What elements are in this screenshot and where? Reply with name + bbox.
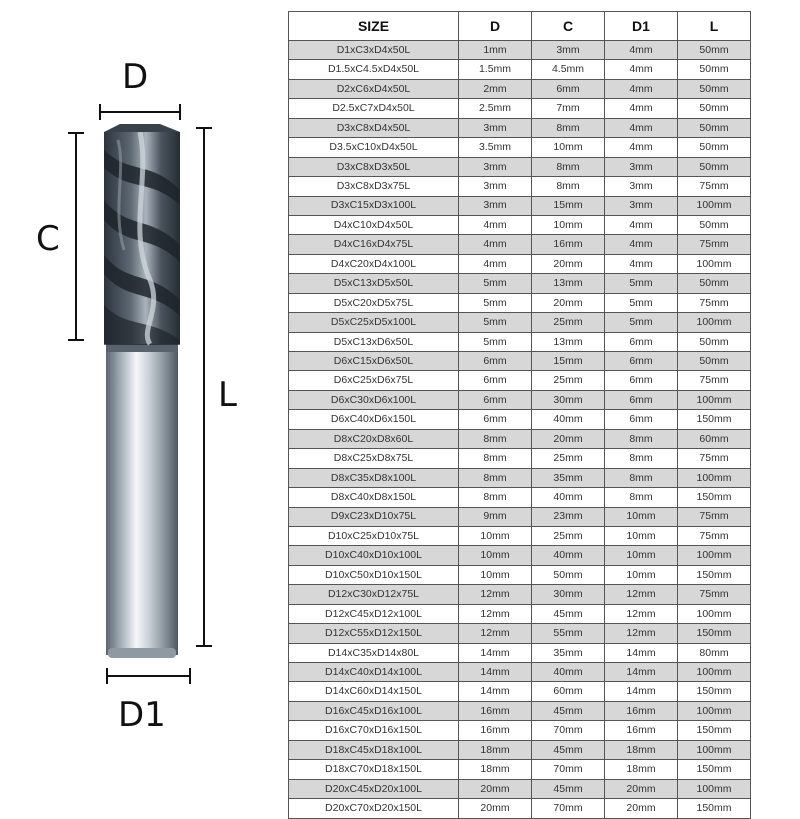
cell-c: 45mm: [532, 779, 605, 798]
table-row: [289, 585, 751, 604]
cell-d1: 5mm: [605, 313, 678, 332]
table-body: [289, 41, 751, 819]
cell-d: 5mm: [459, 293, 532, 312]
cell-size: D18xC70xD18x150L: [289, 760, 459, 779]
cell-l: 75mm: [678, 177, 751, 196]
table-row: [289, 468, 751, 487]
cell-l: 150mm: [678, 624, 751, 643]
table-row: [289, 332, 751, 351]
table-header-row: [289, 12, 751, 41]
tool-flutes: [104, 132, 180, 345]
end-mill-diagram: [0, 0, 280, 800]
table-row: [289, 604, 751, 623]
table-row: [289, 390, 751, 409]
cell-c: 25mm: [532, 371, 605, 390]
cell-d: 3mm: [459, 118, 532, 137]
cell-size: D14xC40xD14x100L: [289, 663, 459, 682]
cell-l: 100mm: [678, 546, 751, 565]
cell-d1: 8mm: [605, 429, 678, 448]
cell-c: 35mm: [532, 643, 605, 662]
table-row: [289, 760, 751, 779]
cell-d: 2.5mm: [459, 99, 532, 118]
cell-d1: 16mm: [605, 701, 678, 720]
cell-l: 75mm: [678, 526, 751, 545]
table-row: [289, 118, 751, 137]
table-row: [289, 352, 751, 371]
cell-size: D5xC13xD5x50L: [289, 274, 459, 293]
cell-c: 3mm: [532, 41, 605, 60]
cell-d: 12mm: [459, 624, 532, 643]
cell-d: 8mm: [459, 468, 532, 487]
cell-size: D20xC45xD20x100L: [289, 779, 459, 798]
cell-l: 75mm: [678, 507, 751, 526]
cell-c: 45mm: [532, 604, 605, 623]
cell-size: D16xC45xD16x100L: [289, 701, 459, 720]
label-l: L: [218, 375, 237, 415]
tool-shank: [106, 345, 178, 658]
cell-c: 50mm: [532, 565, 605, 584]
cell-d: 5mm: [459, 332, 532, 351]
cell-c: 70mm: [532, 799, 605, 818]
table-row: [289, 779, 751, 798]
cell-d1: 4mm: [605, 99, 678, 118]
cell-d1: 4mm: [605, 60, 678, 79]
cell-d: 14mm: [459, 663, 532, 682]
cell-size: D6xC30xD6x100L: [289, 390, 459, 409]
cell-c: 25mm: [532, 449, 605, 468]
cell-l: 50mm: [678, 215, 751, 234]
table-row: [289, 488, 751, 507]
cell-d1: 3mm: [605, 196, 678, 215]
cell-size: D3.5xC10xD4x50L: [289, 138, 459, 157]
label-c: C: [36, 219, 60, 259]
cell-c: 40mm: [532, 488, 605, 507]
cell-d1: 4mm: [605, 254, 678, 273]
spec-table: [288, 11, 751, 819]
cell-l: 150mm: [678, 721, 751, 740]
table-row: [289, 526, 751, 545]
table-row: [289, 235, 751, 254]
cell-c: 45mm: [532, 740, 605, 759]
cell-size: D1xC3xD4x50L: [289, 41, 459, 60]
cell-d1: 12mm: [605, 624, 678, 643]
cell-d1: 6mm: [605, 410, 678, 429]
cell-size: D14xC35xD14x80L: [289, 643, 459, 662]
cell-c: 25mm: [532, 526, 605, 545]
table-row: [289, 215, 751, 234]
cell-d1: 5mm: [605, 293, 678, 312]
cell-size: D10xC50xD10x150L: [289, 565, 459, 584]
cell-size: D12xC55xD12x150L: [289, 624, 459, 643]
cell-l: 50mm: [678, 60, 751, 79]
table-row: [289, 449, 751, 468]
cell-size: D5xC25xD5x100L: [289, 313, 459, 332]
cell-c: 20mm: [532, 293, 605, 312]
table-row: [289, 740, 751, 759]
cell-l: 75mm: [678, 235, 751, 254]
cell-size: D9xC23xD10x75L: [289, 507, 459, 526]
cell-l: 50mm: [678, 99, 751, 118]
cell-l: 75mm: [678, 449, 751, 468]
cell-d1: 8mm: [605, 468, 678, 487]
cell-c: 8mm: [532, 157, 605, 176]
cell-size: D6xC25xD6x75L: [289, 371, 459, 390]
cell-size: D4xC20xD4x100L: [289, 254, 459, 273]
cell-size: D16xC70xD16x150L: [289, 721, 459, 740]
cell-d1: 20mm: [605, 779, 678, 798]
cell-l: 150mm: [678, 488, 751, 507]
cell-size: D14xC60xD14x150L: [289, 682, 459, 701]
cell-l: 150mm: [678, 799, 751, 818]
cell-size: D5xC20xD5x75L: [289, 293, 459, 312]
cell-d1: 4mm: [605, 41, 678, 60]
cell-d: 12mm: [459, 604, 532, 623]
cell-size: D20xC70xD20x150L: [289, 799, 459, 818]
cell-l: 50mm: [678, 79, 751, 98]
cell-c: 35mm: [532, 468, 605, 487]
cell-d1: 5mm: [605, 274, 678, 293]
cell-c: 70mm: [532, 760, 605, 779]
cell-d1: 20mm: [605, 799, 678, 818]
cell-d: 14mm: [459, 643, 532, 662]
cell-d1: 12mm: [605, 585, 678, 604]
cell-size: D10xC25xD10x75L: [289, 526, 459, 545]
cell-l: 100mm: [678, 701, 751, 720]
cell-c: 8mm: [532, 118, 605, 137]
cell-l: 50mm: [678, 118, 751, 137]
cell-l: 75mm: [678, 371, 751, 390]
table-row: [289, 79, 751, 98]
cell-l: 50mm: [678, 352, 751, 371]
cell-size: D4xC10xD4x50L: [289, 215, 459, 234]
cell-d: 6mm: [459, 371, 532, 390]
cell-c: 15mm: [532, 352, 605, 371]
cell-c: 8mm: [532, 177, 605, 196]
cell-c: 13mm: [532, 274, 605, 293]
cell-c: 15mm: [532, 196, 605, 215]
cell-size: D18xC45xD18x100L: [289, 740, 459, 759]
header-d: D: [459, 12, 532, 41]
cell-l: 75mm: [678, 293, 751, 312]
cell-size: D12xC30xD12x75L: [289, 585, 459, 604]
cell-d: 3mm: [459, 177, 532, 196]
end-mill-drawing: [0, 0, 280, 800]
cell-size: D3xC8xD3x75L: [289, 177, 459, 196]
cell-d1: 4mm: [605, 138, 678, 157]
cell-l: 50mm: [678, 41, 751, 60]
cell-d: 6mm: [459, 410, 532, 429]
cell-d1: 4mm: [605, 215, 678, 234]
cell-l: 50mm: [678, 332, 751, 351]
cell-l: 50mm: [678, 274, 751, 293]
cell-size: D10xC40xD10x100L: [289, 546, 459, 565]
cell-c: 40mm: [532, 663, 605, 682]
cell-d1: 8mm: [605, 488, 678, 507]
cell-d1: 4mm: [605, 235, 678, 254]
cell-c: 40mm: [532, 410, 605, 429]
table-row: [289, 565, 751, 584]
cell-d: 4mm: [459, 254, 532, 273]
table-row: [289, 701, 751, 720]
cell-d1: 10mm: [605, 546, 678, 565]
cell-d: 20mm: [459, 799, 532, 818]
cell-size: D6xC15xD6x50L: [289, 352, 459, 371]
cell-c: 10mm: [532, 215, 605, 234]
cell-size: D3xC8xD4x50L: [289, 118, 459, 137]
cell-d: 8mm: [459, 429, 532, 448]
table-row: [289, 429, 751, 448]
cell-d1: 12mm: [605, 604, 678, 623]
cell-d: 5mm: [459, 313, 532, 332]
cell-d: 6mm: [459, 390, 532, 409]
cell-size: D8xC40xD8x150L: [289, 488, 459, 507]
cell-l: 100mm: [678, 663, 751, 682]
cell-c: 45mm: [532, 701, 605, 720]
cell-d: 14mm: [459, 682, 532, 701]
cell-d1: 6mm: [605, 371, 678, 390]
cell-d1: 10mm: [605, 565, 678, 584]
tool-tip: [104, 124, 180, 132]
cell-l: 80mm: [678, 643, 751, 662]
cell-d: 16mm: [459, 721, 532, 740]
table-row: [289, 624, 751, 643]
cell-c: 70mm: [532, 721, 605, 740]
table-row: [289, 313, 751, 332]
cell-l: 100mm: [678, 390, 751, 409]
cell-c: 25mm: [532, 313, 605, 332]
cell-d1: 10mm: [605, 507, 678, 526]
cell-d: 8mm: [459, 488, 532, 507]
table-row: [289, 274, 751, 293]
cell-c: 13mm: [532, 332, 605, 351]
cell-d1: 8mm: [605, 449, 678, 468]
cell-c: 20mm: [532, 429, 605, 448]
table-row: [289, 721, 751, 740]
cell-c: 30mm: [532, 390, 605, 409]
cell-d: 1.5mm: [459, 60, 532, 79]
cell-l: 100mm: [678, 196, 751, 215]
cell-l: 50mm: [678, 157, 751, 176]
cell-d1: 4mm: [605, 79, 678, 98]
cell-c: 30mm: [532, 585, 605, 604]
dimension-d1: [107, 668, 190, 684]
cell-d: 4mm: [459, 215, 532, 234]
table-row: [289, 293, 751, 312]
table-row: [289, 60, 751, 79]
table-row: [289, 138, 751, 157]
header-l: L: [678, 12, 751, 41]
table-row: [289, 643, 751, 662]
cell-d: 12mm: [459, 585, 532, 604]
table-row: [289, 507, 751, 526]
cell-l: 100mm: [678, 313, 751, 332]
dimension-c: [68, 133, 84, 340]
cell-d: 10mm: [459, 526, 532, 545]
dimension-d: [100, 104, 180, 120]
table-row: [289, 196, 751, 215]
header-c: C: [532, 12, 605, 41]
table-row: [289, 410, 751, 429]
cell-l: 150mm: [678, 565, 751, 584]
cell-d: 3mm: [459, 196, 532, 215]
header-size: SIZE: [289, 12, 459, 41]
cell-d1: 10mm: [605, 526, 678, 545]
cell-d: 6mm: [459, 352, 532, 371]
cell-c: 23mm: [532, 507, 605, 526]
cell-d1: 18mm: [605, 760, 678, 779]
cell-size: D3xC8xD3x50L: [289, 157, 459, 176]
cell-size: D8xC20xD8x60L: [289, 429, 459, 448]
cell-size: D12xC45xD12x100L: [289, 604, 459, 623]
cell-d: 2mm: [459, 79, 532, 98]
cell-d: 3.5mm: [459, 138, 532, 157]
header-d1: D1: [605, 12, 678, 41]
cell-size: D5xC13xD6x50L: [289, 332, 459, 351]
cell-c: 16mm: [532, 235, 605, 254]
table-row: [289, 663, 751, 682]
cell-l: 50mm: [678, 138, 751, 157]
cell-l: 60mm: [678, 429, 751, 448]
table-row: [289, 799, 751, 818]
dimension-l: [196, 128, 212, 646]
cell-c: 4.5mm: [532, 60, 605, 79]
cell-c: 6mm: [532, 79, 605, 98]
table-row: [289, 177, 751, 196]
cell-l: 100mm: [678, 468, 751, 487]
cell-size: D2xC6xD4x50L: [289, 79, 459, 98]
cell-size: D6xC40xD6x150L: [289, 410, 459, 429]
cell-c: 55mm: [532, 624, 605, 643]
cell-size: D8xC25xD8x75L: [289, 449, 459, 468]
cell-l: 100mm: [678, 254, 751, 273]
cell-d1: 3mm: [605, 157, 678, 176]
cell-d1: 14mm: [605, 663, 678, 682]
cell-d: 4mm: [459, 235, 532, 254]
cell-d1: 6mm: [605, 332, 678, 351]
cell-size: D8xC35xD8x100L: [289, 468, 459, 487]
cell-l: 75mm: [678, 585, 751, 604]
cell-c: 7mm: [532, 99, 605, 118]
cell-d: 16mm: [459, 701, 532, 720]
cell-c: 40mm: [532, 546, 605, 565]
cell-c: 20mm: [532, 254, 605, 273]
cell-size: D4xC16xD4x75L: [289, 235, 459, 254]
cell-l: 150mm: [678, 682, 751, 701]
table-row: [289, 99, 751, 118]
cell-d: 18mm: [459, 760, 532, 779]
cell-l: 150mm: [678, 410, 751, 429]
table-row: [289, 41, 751, 60]
cell-l: 150mm: [678, 760, 751, 779]
label-d: D: [122, 57, 149, 97]
cell-d: 8mm: [459, 449, 532, 468]
cell-d1: 6mm: [605, 390, 678, 409]
cell-d: 3mm: [459, 157, 532, 176]
cell-l: 100mm: [678, 740, 751, 759]
cell-d: 10mm: [459, 565, 532, 584]
cell-d: 20mm: [459, 779, 532, 798]
table-row: [289, 546, 751, 565]
cell-d1: 6mm: [605, 352, 678, 371]
table-row: [289, 682, 751, 701]
table-row: [289, 157, 751, 176]
cell-d1: 14mm: [605, 643, 678, 662]
cell-size: D3xC15xD3x100L: [289, 196, 459, 215]
cell-d: 10mm: [459, 546, 532, 565]
cell-l: 100mm: [678, 779, 751, 798]
cell-d1: 18mm: [605, 740, 678, 759]
cell-d: 9mm: [459, 507, 532, 526]
label-d1: D1: [118, 695, 166, 735]
cell-l: 100mm: [678, 604, 751, 623]
cell-d: 18mm: [459, 740, 532, 759]
cell-c: 60mm: [532, 682, 605, 701]
cell-d: 1mm: [459, 41, 532, 60]
cell-d1: 16mm: [605, 721, 678, 740]
table-row: [289, 254, 751, 273]
cell-d1: 14mm: [605, 682, 678, 701]
cell-d1: 3mm: [605, 177, 678, 196]
cell-size: D2.5xC7xD4x50L: [289, 99, 459, 118]
cell-c: 10mm: [532, 138, 605, 157]
cell-d: 5mm: [459, 274, 532, 293]
cell-size: D1.5xC4.5xD4x50L: [289, 60, 459, 79]
cell-d1: 4mm: [605, 118, 678, 137]
table-row: [289, 371, 751, 390]
